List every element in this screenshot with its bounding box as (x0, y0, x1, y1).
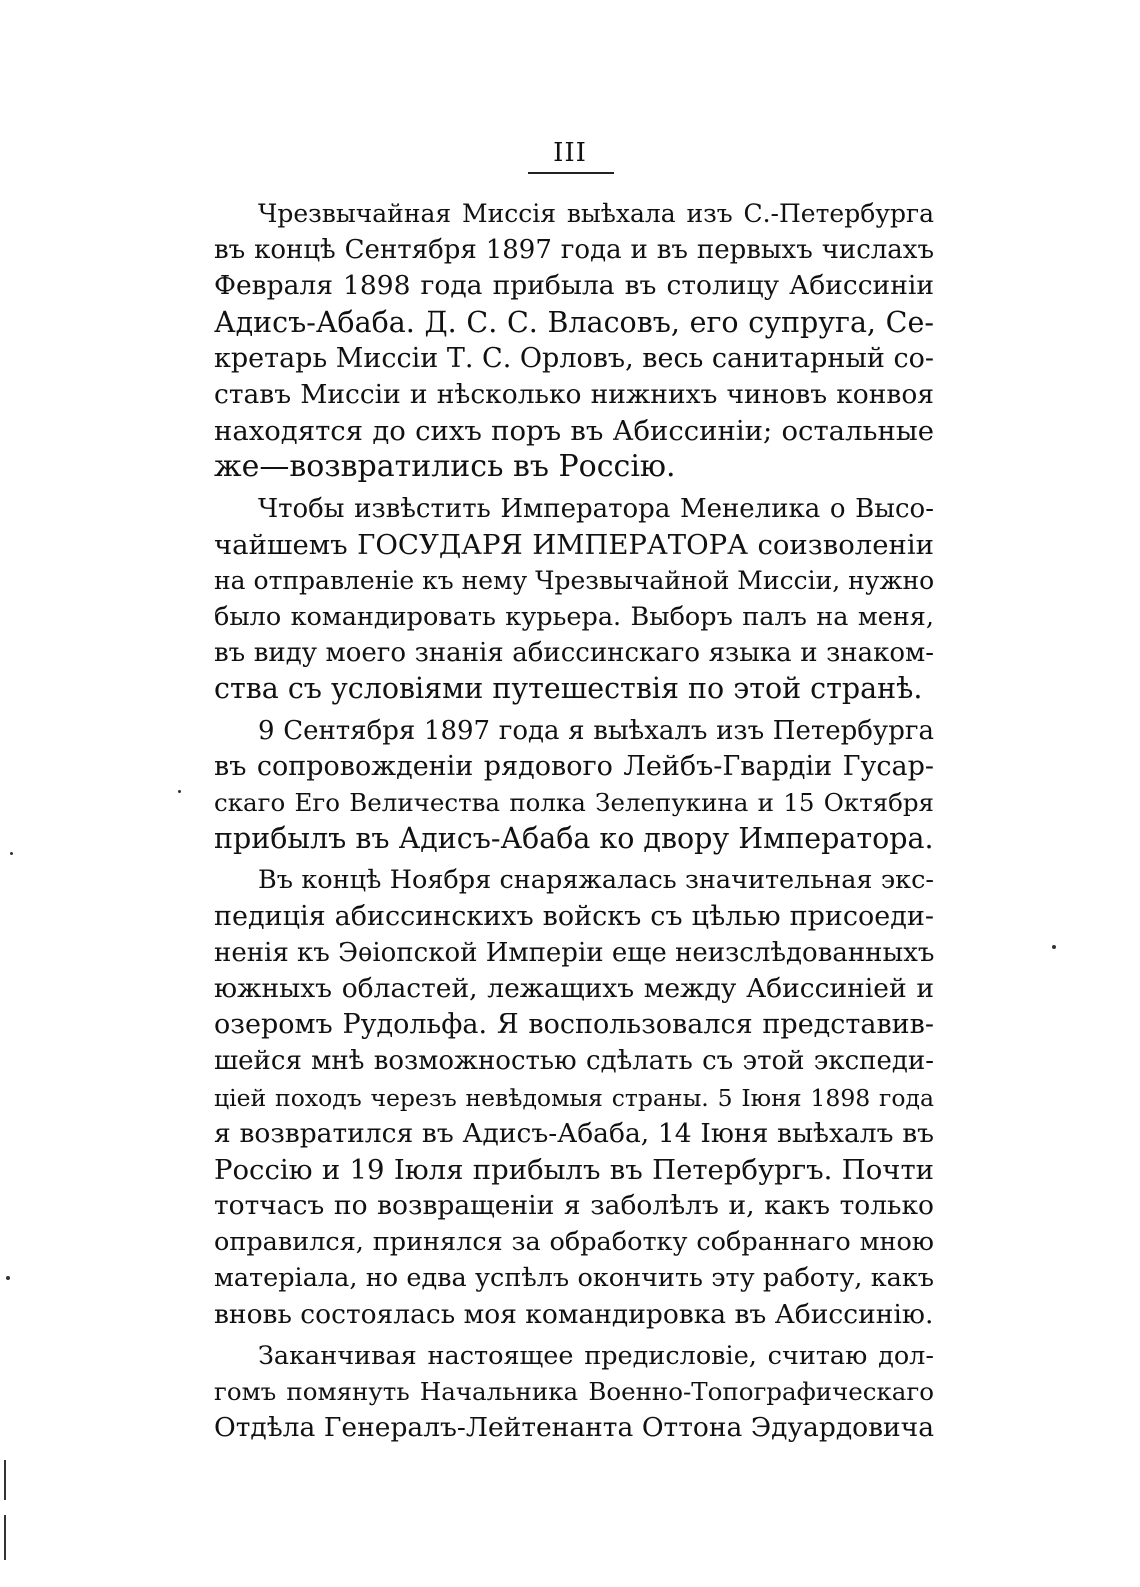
text-line: Февраля 1898 года прибыла въ столицу Абиссиніи (214, 270, 934, 302)
page-number: III (553, 138, 587, 168)
text-line: педиція абиссинскихъ войскъ съ цѣлью присоеди- (214, 900, 934, 932)
text-line: южныхъ областей, лежащихъ между Абиссиніей и (214, 972, 934, 1004)
text-line: Чрезвычайная Миссія выѣхала изъ С.-Петербурга (258, 199, 934, 228)
text-line: на отправленіе къ нему Чрезвычайной Миссіи, нужно (214, 565, 935, 595)
text-line: же—возвратились въ Россію. (214, 449, 676, 485)
text-line: ненія къ Эѳіопской Имперіи еще неизслѣдованныхъ (214, 937, 935, 968)
scan-margin-mark (4, 1460, 6, 1500)
page-number-rule (528, 172, 614, 174)
text-line: скаго Его Величества полка Зелепукина и 15 Октября (214, 788, 934, 817)
text-line: шейся мнѣ возможностью сдѣлать съ этой экспеди- (214, 1046, 934, 1077)
text-line: чайшемъ ГОСУДАРЯ ИМПЕРАТОРА соизволеніи (214, 528, 934, 561)
text-line: кретарь Миссіи Т. С. Орловъ, весь санитарный со- (214, 342, 934, 374)
text-line: я возвратился въ Адисъ-Абаба, 14 Іюня выѣхалъ въ (214, 1117, 934, 1149)
scan-speck (1052, 945, 1056, 949)
text-line: Заканчивая настоящее предисловіе, считаю дол- (258, 1340, 934, 1371)
paragraph (214, 491, 934, 708)
text-line: тотчасъ по возвращеніи я заболѣлъ и, какъ только (214, 1190, 934, 1222)
text-line: озеромъ Рудольфа. Я воспользовался представив- (214, 1009, 934, 1041)
text-line: вновь состоялась моя командировка въ Абиссинію. (214, 1298, 934, 1330)
scan-speck (178, 790, 181, 793)
text-line: матеріала, но едва успѣлъ окончить эту работу, какъ (214, 1263, 934, 1294)
text-line: было командировать курьера. Выборъ палъ на меня, (214, 602, 934, 633)
text-line: ціей походъ черезъ невѣдомыя страны. 5 Іюня 1898 года (214, 1083, 934, 1112)
text-line: въ виду моего знанія абиссинскаго языка и знаком- (214, 638, 934, 669)
scan-margin-mark (4, 1515, 6, 1560)
text-line: въ сопровожденіи рядового Лейбъ-Гвардіи Гусар- (214, 750, 934, 782)
text-line: Отдѣла Генералъ-Лейтенанта Оттона Эдуардовича (214, 1412, 934, 1444)
text-line: находятся до сихъ поръ въ Абиссиніи; остальные (214, 415, 934, 448)
paragraph (214, 196, 934, 486)
text-line: Чтобы извѣстить Императора Менелика о Высо- (258, 493, 934, 524)
paragraph (214, 862, 934, 1332)
text-line: прибылъ въ Адисъ-Абаба ко двору Императора. (214, 822, 934, 856)
text-line: ставъ Миссіи и нѣсколько нижнихъ чиновъ конвоя (214, 378, 934, 410)
paragraph (214, 713, 934, 858)
text-line: Россію и 19 Іюля прибылъ въ Петербургъ. Почти (214, 1153, 934, 1186)
text-line: въ концѣ Сентября 1897 года и въ первыхъ числахъ (214, 235, 934, 266)
scan-speck (10, 852, 13, 855)
text-line: Въ концѣ Ноября снаряжалась значительная экс- (258, 865, 934, 896)
text-line: 9 Сентября 1897 года я выѣхалъ изъ Петербурга (258, 715, 934, 746)
text-line: Адисъ-Абаба. Д. С. С. Власовъ, его супруга, Се- (214, 305, 934, 339)
paragraph (214, 1338, 934, 1447)
text-line: ства съ условіями путешествія по этой странѣ. (214, 672, 923, 706)
text-line: оправился, принялся за обработку собраннаго мною (214, 1227, 934, 1258)
scan-speck (6, 1276, 10, 1280)
text-line: гомъ помянуть Начальника Военно-Топографическаго (214, 1377, 934, 1406)
body-text (214, 196, 934, 1451)
